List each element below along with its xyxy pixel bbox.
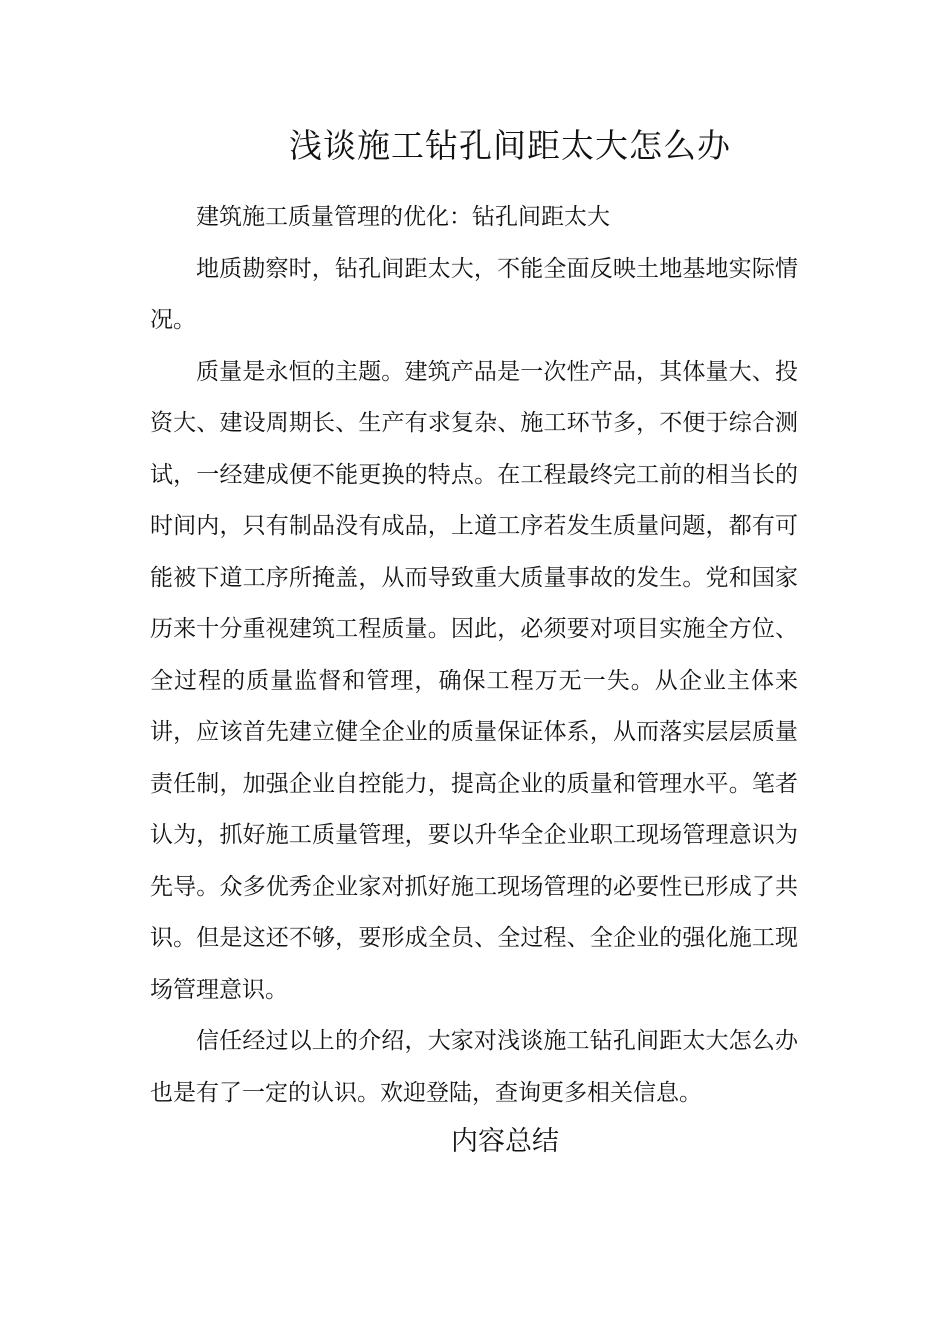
document-body bbox=[150, 192, 798, 1119]
paragraph-survey: 地质勘察时，钻孔间距太大，不能全面反映土地基地实际情况。 bbox=[150, 255, 798, 333]
document-title: 浅谈施工钻孔间距太大怎么办 bbox=[289, 126, 731, 165]
summary-heading: 内容总结 bbox=[451, 1126, 559, 1157]
paragraph-quality: 质量是永恒的主题。建筑产品是一次性产品，其体量大、投资大、建设周期长、生产有求复杂、施工环节多，不便于综合测试，一经建成便不能更换的特点。在工程最终完工前的相当长的时间内，只有制品没有成品，上道工序若发生质量问题，都有可能被下道工序所掩盖，从而导致重大质量事故的发生。党和国家历来十分重视建筑工程质量。因此，必须要对项目实施全方位、全过程的质量监督和管理，确保工程万无一失。从企业主体来讲，应该首先建立健全企业的质量保证体系，从而落实层层质量责任制，加强企业自控能力，提高企业的质量和管理水平。笔者认为，抓好施工质量管理，要以升华全企业职工现场管理意识为先导。众多优秀企业家对抓好施工现场管理的必要性已形成了共识。但是这还不够，要形成全员、全过程、全企业的强化施工现场管理意识。 bbox=[150, 358, 798, 1003]
paragraph-conclusion: 信任经过以上的介绍，大家对浅谈施工钻孔间距太大怎么办也是有了一定的认识。欢迎登陆，查询更多相关信息。 bbox=[150, 1028, 798, 1106]
paragraph-subtitle: 建筑施工质量管理的优化：钻孔间距太大 bbox=[196, 204, 610, 230]
